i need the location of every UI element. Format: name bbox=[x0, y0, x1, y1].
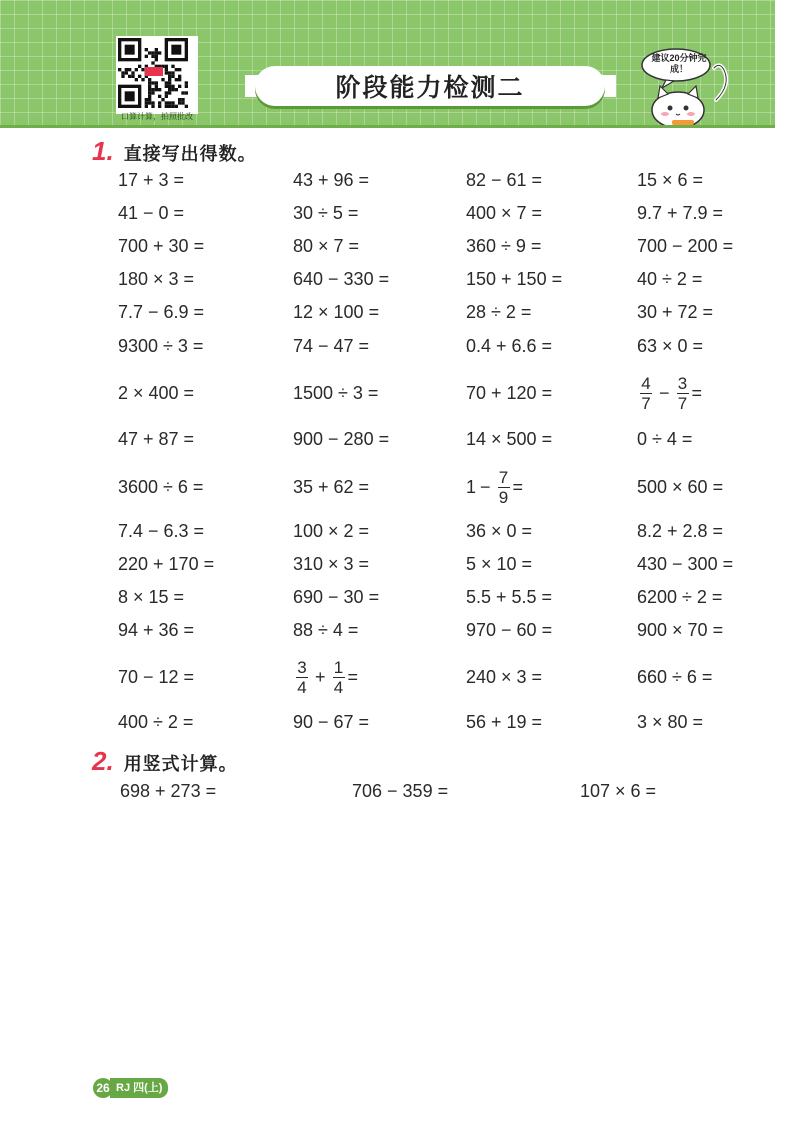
equals-sign: = bbox=[512, 476, 524, 497]
calc-problem[interactable]: 5 × 10 = bbox=[466, 553, 533, 574]
calc-problem[interactable]: 400 ÷ 2 = bbox=[118, 711, 194, 732]
calc-problem[interactable] bbox=[637, 373, 703, 413]
calc-problem[interactable]: 900 − 280 = bbox=[293, 428, 390, 449]
calc-problem[interactable] bbox=[466, 467, 524, 507]
vertical-calc-problem-3[interactable]: 107 × 6 = bbox=[580, 780, 657, 801]
calc-problem[interactable]: 40 ÷ 2 = bbox=[637, 268, 703, 289]
calc-problem[interactable]: 41 − 0 = bbox=[118, 202, 185, 223]
calc-problem[interactable]: 7.4 − 6.3 = bbox=[118, 520, 205, 541]
fraction-denominator: 7 bbox=[677, 393, 688, 413]
calc-problem[interactable]: 17 + 3 = bbox=[118, 169, 185, 190]
equals-sign: = bbox=[347, 666, 359, 687]
calc-problem[interactable]: 700 + 30 = bbox=[118, 235, 205, 256]
fraction bbox=[640, 374, 652, 413]
fraction bbox=[333, 658, 345, 697]
calc-problem[interactable]: 47 + 87 = bbox=[118, 428, 195, 449]
fraction-numerator: 4 bbox=[641, 373, 651, 393]
calc-problem[interactable]: 5.5 + 5.5 = bbox=[466, 586, 553, 607]
calc-problem[interactable]: 360 ÷ 9 = bbox=[466, 235, 542, 256]
vertical-calc-problem-2[interactable]: 706 − 359 = bbox=[352, 780, 449, 801]
calc-problem[interactable]: 690 − 30 = bbox=[293, 586, 380, 607]
calc-problem[interactable]: 7.7 − 6.9 = bbox=[118, 301, 205, 322]
equals-sign: = bbox=[691, 382, 703, 403]
calc-problem[interactable]: 150 + 150 = bbox=[466, 268, 563, 289]
calc-problem[interactable]: 0 ÷ 4 = bbox=[637, 428, 693, 449]
calc-problem[interactable] bbox=[293, 657, 359, 697]
calc-problem[interactable]: 43 + 96 = bbox=[293, 169, 370, 190]
page-title-banner bbox=[255, 66, 605, 106]
calc-problem[interactable]: 70 + 120 = bbox=[466, 382, 553, 403]
calc-problem[interactable]: 30 ÷ 5 = bbox=[293, 202, 359, 223]
fraction-denominator: 4 bbox=[333, 677, 344, 697]
calc-problem[interactable]: 640 − 330 = bbox=[293, 268, 390, 289]
calc-problem[interactable]: 82 − 61 = bbox=[466, 169, 543, 190]
calc-problem[interactable]: 1500 ÷ 3 = bbox=[293, 382, 379, 403]
calc-problem[interactable]: 70 − 12 = bbox=[118, 666, 195, 687]
calc-problem[interactable]: 35 + 62 = bbox=[293, 476, 370, 497]
calc-problem[interactable]: 80 × 7 = bbox=[293, 235, 360, 256]
calc-problem[interactable]: 8.2 + 2.8 = bbox=[637, 520, 724, 541]
calc-problem[interactable]: 9300 ÷ 3 = bbox=[118, 335, 204, 356]
fraction-denominator: 4 bbox=[297, 677, 307, 697]
calc-problem[interactable]: 74 − 47 = bbox=[293, 335, 370, 356]
qr-caption: 口算计算，拍照批改 bbox=[121, 112, 193, 121]
section-1-number: 1. bbox=[92, 136, 114, 166]
calc-problem[interactable]: 36 × 0 = bbox=[466, 520, 533, 541]
page-title: 阶段能力检测二 bbox=[335, 74, 525, 102]
calc-problem[interactable]: 8 × 15 = bbox=[118, 586, 185, 607]
calc-problem[interactable]: 6200 ÷ 2 = bbox=[637, 586, 723, 607]
calc-problem[interactable]: 9.7 + 7.9 = bbox=[637, 202, 724, 223]
section-1-title: 直接写出得数。 bbox=[123, 144, 257, 164]
footer-badge bbox=[93, 1078, 168, 1098]
calc-problem[interactable]: 3 × 80 = bbox=[637, 711, 704, 732]
calc-problem[interactable]: 100 × 2 = bbox=[293, 520, 370, 541]
section-2-title: 用竖式计算。 bbox=[123, 754, 238, 774]
calc-problem[interactable]: 500 × 60 = bbox=[637, 476, 724, 497]
fraction-numerator: 7 bbox=[498, 467, 509, 487]
book-tag: RJ 四(上) bbox=[110, 1078, 168, 1098]
qr-code-icon[interactable] bbox=[116, 36, 198, 114]
calc-problem[interactable]: 63 × 0 = bbox=[637, 335, 704, 356]
fraction bbox=[677, 374, 689, 413]
calc-problem[interactable]: 970 − 60 = bbox=[466, 619, 553, 640]
calc-problem[interactable]: 180 × 3 = bbox=[118, 268, 195, 289]
calc-problem[interactable]: 3600 ÷ 6 = bbox=[118, 476, 204, 497]
calc-problem[interactable]: 400 × 7 = bbox=[466, 202, 543, 223]
fraction-numerator: 1 bbox=[333, 657, 344, 677]
calc-problem[interactable]: 240 × 3 = bbox=[466, 666, 543, 687]
calc-problem[interactable]: 660 ÷ 6 = bbox=[637, 666, 713, 687]
calc-problem[interactable]: 2 × 400 = bbox=[118, 382, 195, 403]
fraction bbox=[498, 468, 510, 507]
vertical-calc-problem-1[interactable]: 698 + 273 = bbox=[120, 780, 217, 801]
calc-problem[interactable]: 88 ÷ 4 = bbox=[293, 619, 359, 640]
fraction-denominator: 9 bbox=[498, 487, 509, 507]
calc-problem[interactable]: 430 − 300 = bbox=[637, 553, 734, 574]
calc-problem[interactable]: 56 + 19 = bbox=[466, 711, 543, 732]
calc-problem[interactable]: 12 × 100 = bbox=[293, 301, 380, 322]
calc-problem[interactable]: 28 ÷ 2 = bbox=[466, 301, 532, 322]
calc-problem[interactable]: 14 × 500 = bbox=[466, 428, 553, 449]
operator: − bbox=[659, 382, 670, 403]
fraction-denominator: 7 bbox=[641, 393, 651, 413]
calc-problem[interactable]: 700 − 200 = bbox=[637, 235, 734, 256]
calc-problem[interactable]: 900 × 70 = bbox=[637, 619, 724, 640]
section-2-heading bbox=[92, 746, 238, 777]
section-2-number: 2. bbox=[92, 746, 114, 776]
fraction-numerator: 3 bbox=[297, 657, 307, 677]
fraction bbox=[296, 658, 308, 697]
page-number: 26 bbox=[93, 1078, 113, 1098]
operator: − bbox=[480, 476, 491, 497]
calc-problem[interactable]: 15 × 6 = bbox=[637, 169, 704, 190]
calc-problem[interactable]: 90 − 67 = bbox=[293, 711, 370, 732]
calc-problem[interactable]: 30 + 72 = bbox=[637, 301, 714, 322]
expression-lead: 1 bbox=[466, 476, 477, 497]
calc-problem[interactable]: 94 + 36 = bbox=[118, 619, 195, 640]
calc-problem[interactable]: 310 × 3 = bbox=[293, 553, 370, 574]
fraction-numerator: 3 bbox=[677, 373, 688, 393]
calc-problem[interactable]: 0.4 + 6.6 = bbox=[466, 335, 553, 356]
operator: + bbox=[315, 666, 326, 687]
calc-problem[interactable]: 220 + 170 = bbox=[118, 553, 215, 574]
speech-bubble-text: 建议20分钟完成！ bbox=[651, 53, 707, 74]
header-banner bbox=[0, 0, 775, 128]
